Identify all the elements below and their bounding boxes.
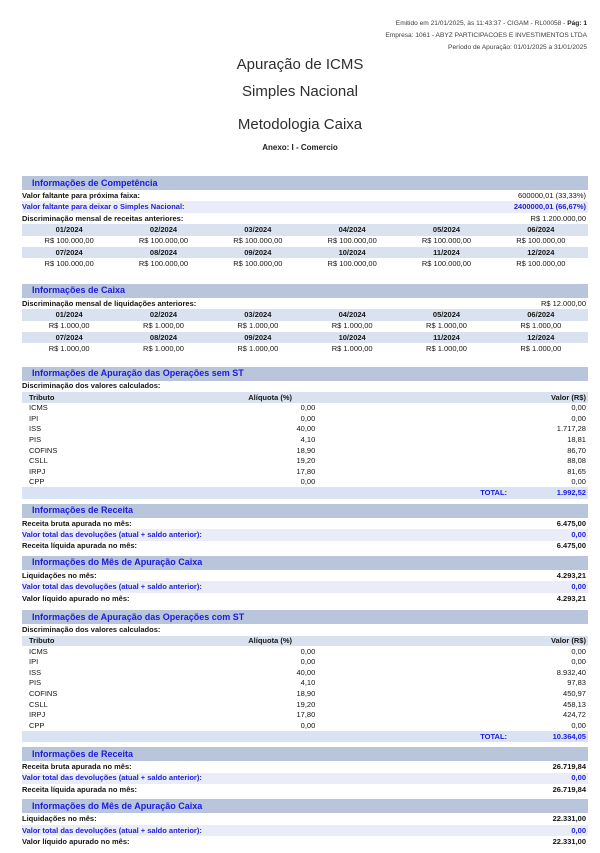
tribute-value: 0,00: [571, 720, 586, 730]
kv-value: 2400000,01 (66,67%): [513, 202, 586, 212]
page-number: Pág: 1: [567, 20, 587, 27]
month-value-cell: R$ 100.000,00: [138, 259, 189, 269]
tribute-row: [22, 710, 588, 721]
month-value-cell: R$ 100.000,00: [44, 236, 94, 246]
total-value: 10.364,05: [552, 731, 586, 741]
report-body: [22, 176, 588, 848]
month-header-cell: 11/2024: [433, 332, 460, 342]
tribute-name: ICMS: [29, 403, 48, 413]
tribute-row: [22, 434, 588, 445]
month-header-cell: 03/2024: [244, 309, 272, 319]
tribute-name: COFINS: [29, 689, 58, 699]
section-header-competencia: Informações de Competência: [22, 176, 588, 190]
month-value-cell: R$ 100.000,00: [44, 259, 94, 269]
section-header-mes-apuracao-com-st: Informações do Mês de Apuração Caixa: [22, 799, 588, 813]
kv-row: [22, 784, 588, 795]
month-value-cell: R$ 1.000,00: [426, 321, 467, 331]
tribute-rate: 4,10: [300, 678, 316, 688]
tribute-value: 0,00: [571, 477, 586, 487]
annex-label: Anexo: I - Comercio: [262, 143, 338, 152]
month-header-cell: 08/2024: [149, 332, 178, 342]
report-title-line-1: Apuração de ICMS: [236, 56, 364, 73]
mes-apuracao-com-st-kv-rows: [22, 813, 588, 847]
kv-label: Receita bruta apurada no mês:: [22, 518, 132, 528]
kv-label: Receita líquida apurada no mês:: [22, 784, 138, 794]
month-header-cell: 09/2024: [244, 247, 272, 257]
tribute-name: IRPJ: [29, 466, 46, 476]
section-header-caixa: Informações de Caixa: [22, 284, 588, 298]
tribute-name: CSLL: [29, 699, 48, 709]
month-value-cell: R$ 100.000,00: [233, 236, 283, 246]
kv-row: [22, 813, 588, 824]
month-value-cell: R$ 1.000,00: [48, 321, 90, 331]
period-line: Período de Apuração: 01/01/2025 a 31/01/2025: [448, 43, 587, 51]
month-value-row: [22, 343, 588, 354]
section-header-receita-sem-st: Informações de Receita: [22, 504, 588, 518]
tribute-value: 88,08: [567, 456, 586, 466]
section-header-sem-st: Informações de Apuração das Operações sem ST: [22, 367, 588, 381]
kv-label: Valor líquido apurado no mês:: [22, 837, 130, 847]
month-value-cell: R$ 100.000,00: [516, 236, 566, 246]
kv-label: Receita bruta apurada no mês:: [22, 762, 132, 772]
competencia-months-table: [22, 224, 588, 270]
tribute-rate: 19,20: [296, 456, 316, 466]
sem-st-total-row: [22, 487, 588, 498]
month-header-cell: 06/2024: [527, 309, 555, 319]
tribute-value: 458,13: [563, 699, 586, 709]
kv-row: [22, 570, 588, 581]
month-value-cell: R$ 1.000,00: [331, 344, 373, 354]
tribute-rate: 17,80: [296, 466, 316, 476]
kv-value: 0,00: [571, 773, 586, 783]
tribute-rate: 40,00: [296, 667, 316, 677]
tribute-name: ISS: [29, 667, 42, 677]
tribute-rate: 40,00: [296, 424, 316, 434]
col-header-tributo: Tributo: [29, 636, 55, 646]
section-header-com-st: Informações de Apuração das Operações com ST: [22, 610, 588, 624]
month-value-cell: R$ 1.000,00: [237, 321, 279, 331]
total-label: TOTAL:: [480, 488, 508, 498]
month-header-cell: 05/2024: [432, 224, 461, 234]
month-header-cell: 12/2024: [527, 247, 555, 257]
kv-row: [22, 825, 588, 836]
tribute-row: [22, 720, 588, 731]
tribute-row: [22, 646, 588, 657]
tribute-row: [22, 403, 588, 414]
tribute-rate: 17,80: [296, 710, 316, 720]
month-header-row: [22, 247, 588, 258]
month-value-cell: R$ 100.000,00: [421, 236, 472, 246]
kv-value: R$ 12.000,00: [540, 298, 586, 308]
col-header-tributo: Tributo: [29, 392, 55, 402]
tribute-rate: 19,20: [296, 699, 316, 709]
month-value-cell: R$ 1.000,00: [143, 344, 184, 354]
tribute-row: [22, 445, 588, 456]
report-titles: [0, 56, 600, 152]
month-value-cell: R$ 100.000,00: [327, 236, 377, 246]
report-meta: [385, 18, 587, 54]
month-header-cell: 05/2024: [432, 309, 461, 319]
month-header-row: [22, 309, 588, 320]
month-value-cell: R$ 100.000,00: [138, 236, 189, 246]
month-value-cell: R$ 1.000,00: [520, 344, 562, 354]
month-value-row: [22, 258, 588, 269]
report-title-line-3: Metodologia Caixa: [237, 116, 363, 133]
total-label: TOTAL:: [480, 731, 508, 741]
month-header-cell: 03/2024: [244, 224, 272, 234]
month-header-cell: 10/2024: [338, 247, 366, 257]
tribute-name: IPI: [29, 657, 39, 667]
tribute-name: CPP: [29, 720, 45, 730]
kv-value: 4.293,21: [556, 570, 586, 580]
caixa-months-table: [22, 309, 588, 355]
kv-label: Valor total das devoluções (atual + saldo anterior):: [22, 582, 202, 592]
tribute-value: 8.932,40: [556, 667, 586, 677]
tribute-value: 1.717,28: [556, 424, 586, 434]
tribute-value: 86,70: [567, 445, 586, 455]
kv-row: [22, 201, 588, 212]
kv-value: 22.331,00: [552, 814, 586, 824]
caixa-kv-rows: [22, 298, 588, 309]
kv-value: 6.475,00: [556, 518, 586, 528]
month-header-cell: 07/2024: [55, 332, 83, 342]
month-value-cell: R$ 1.000,00: [48, 344, 90, 354]
tribute-row: [22, 413, 588, 424]
tribute-row: [22, 466, 588, 477]
kv-row: [22, 529, 588, 540]
kv-row: [22, 541, 588, 552]
kv-row: [22, 761, 588, 772]
month-value-cell: R$ 100.000,00: [516, 259, 566, 269]
tribute-value: 18,81: [567, 434, 586, 444]
month-header-cell: 02/2024: [149, 309, 178, 319]
month-header-cell: 01/2024: [55, 309, 83, 319]
mes-apuracao-sem-st-kv-rows: [22, 570, 588, 604]
kv-label: Valor total das devoluções (atual + saldo anterior):: [22, 773, 202, 783]
sem-st-table-header: [22, 392, 588, 403]
tribute-name: CSLL: [29, 456, 48, 466]
total-value: 1.992,52: [556, 488, 586, 498]
kv-label: Valor total das devoluções (atual + saldo anterior):: [22, 530, 202, 539]
col-header-aliquota: Alíquota (%): [248, 392, 293, 402]
month-header-cell: 01/2024: [55, 224, 83, 234]
kv-label: Discriminação mensal de liquidações anteriores:: [22, 298, 197, 308]
tribute-rate: 0,00: [300, 646, 316, 656]
kv-row: [22, 836, 588, 847]
tribute-row: [22, 424, 588, 435]
kv-value: 600000,01 (33,33%): [518, 190, 586, 200]
kv-value: 26.719,84: [552, 762, 586, 772]
month-header-cell: 04/2024: [338, 309, 366, 319]
tribute-name: ISS: [29, 424, 42, 434]
tribute-rate: 0,00: [300, 403, 316, 413]
month-header-row: [22, 332, 588, 343]
kv-label: Receita líquida apurada no mês:: [22, 541, 138, 551]
kv-value: 4.293,21: [556, 593, 586, 603]
month-header-cell: 12/2024: [527, 332, 555, 342]
tribute-row: [22, 699, 588, 710]
tribute-value: 0,00: [571, 657, 586, 667]
month-header-cell: 06/2024: [527, 224, 555, 234]
competencia-kv-rows: [22, 190, 588, 224]
month-value-cell: R$ 1.000,00: [426, 344, 467, 354]
tribute-rate: 0,00: [300, 413, 316, 423]
tribute-row: [22, 678, 588, 689]
col-header-valor: Valor (R$): [550, 392, 586, 402]
tribute-value: 0,00: [571, 403, 586, 413]
kv-row: [22, 190, 588, 201]
kv-label: Valor líquido apurado no mês:: [22, 593, 130, 603]
tribute-value: 81,65: [567, 466, 586, 476]
tribute-value: 97,83: [567, 678, 586, 688]
kv-row: [22, 213, 588, 224]
tribute-name: IRPJ: [29, 710, 46, 720]
tribute-rate: 4,10: [300, 434, 316, 444]
tribute-name: COFINS: [29, 445, 58, 455]
kv-label: Liquidações no mês:: [22, 570, 97, 580]
kv-value: 26.719,84: [552, 784, 586, 794]
receita-sem-st-kv-rows: [22, 518, 588, 552]
company-line: Empresa: 1061 - ABYZ PARTICIPACOES E INVESTIMENTOS LTDA: [385, 31, 587, 39]
com-st-rows: [22, 646, 588, 731]
month-header-cell: 07/2024: [55, 247, 83, 257]
tribute-value: 424,72: [563, 710, 586, 720]
month-value-cell: R$ 100.000,00: [327, 259, 377, 269]
kv-value: 0,00: [571, 530, 586, 539]
com-st-total-row: [22, 731, 588, 742]
month-value-cell: R$ 1.000,00: [520, 321, 562, 331]
kv-row: [22, 518, 588, 529]
month-header-cell: 10/2024: [338, 332, 366, 342]
month-header-cell: 11/2024: [433, 247, 460, 257]
tribute-name: IPI: [29, 413, 39, 423]
month-value-cell: R$ 1.000,00: [331, 321, 373, 331]
col-header-aliquota: Alíquota (%): [248, 636, 293, 646]
col-header-valor: Valor (R$): [550, 636, 586, 646]
kv-label: Discriminação mensal de receitas anteriores:: [22, 213, 184, 223]
kv-label: Valor faltante para próxima faixa:: [22, 190, 140, 200]
kv-value: 22.331,00: [552, 837, 586, 847]
month-value-cell: R$ 1.000,00: [237, 344, 279, 354]
month-value-cell: R$ 1.000,00: [143, 321, 184, 331]
kv-label: Valor total das devoluções (atual + saldo anterior):: [22, 825, 202, 835]
month-value-cell: R$ 100.000,00: [421, 259, 472, 269]
tribute-row: [22, 667, 588, 678]
month-value-cell: R$ 100.000,00: [233, 259, 283, 269]
month-value-row: [22, 321, 588, 332]
kv-row: [22, 593, 588, 604]
month-value-row: [22, 236, 588, 247]
kv-value: R$ 1.200.000,00: [530, 213, 586, 223]
tribute-row: [22, 689, 588, 700]
sem-st-rows: [22, 403, 588, 488]
kv-value: 6.475,00: [556, 541, 586, 551]
tribute-row: [22, 657, 588, 668]
section-header-receita-com-st: Informações de Receita: [22, 747, 588, 761]
kv-label: Liquidações no mês:: [22, 814, 97, 824]
tribute-rate: 0,00: [300, 477, 316, 487]
tribute-row: [22, 477, 588, 488]
tribute-row: [22, 456, 588, 467]
month-header-cell: 04/2024: [338, 224, 366, 234]
com-st-subtitle: Discriminação dos valores calculados:: [22, 624, 161, 634]
report-title-line-2: Simples Nacional: [242, 83, 358, 100]
month-header-cell: 08/2024: [149, 247, 178, 257]
tribute-name: PIS: [29, 434, 42, 444]
month-header-row: [22, 224, 588, 235]
com-st-table-header: [22, 636, 588, 647]
tribute-rate: 0,00: [300, 657, 316, 667]
tribute-value: 0,00: [571, 646, 586, 656]
tribute-name: CPP: [29, 477, 45, 487]
kv-label: Valor faltante para deixar o Simples Nacional:: [22, 202, 185, 212]
sem-st-subtitle: Discriminação dos valores calculados:: [22, 381, 161, 391]
emitted-line: [385, 18, 587, 30]
emitted-text: Emitido em 21/01/2025, às 11:43:37 - CIGAM - RL00058 -: [395, 20, 568, 27]
tribute-name: PIS: [29, 678, 42, 688]
kv-row: [22, 581, 588, 592]
section-header-mes-apuracao-sem-st: Informações do Mês de Apuração Caixa: [22, 556, 588, 570]
tribute-value: 450,97: [563, 689, 586, 699]
month-header-cell: 02/2024: [149, 224, 178, 234]
tribute-name: ICMS: [29, 646, 48, 656]
kv-value: 0,00: [571, 825, 586, 835]
tribute-rate: 0,00: [300, 720, 316, 730]
tribute-rate: 18,90: [296, 689, 316, 699]
month-header-cell: 09/2024: [244, 332, 272, 342]
kv-row: [22, 298, 588, 309]
kv-value: 0,00: [571, 582, 586, 592]
kv-row: [22, 773, 588, 784]
tribute-rate: 18,90: [296, 445, 316, 455]
tribute-value: 0,00: [571, 413, 586, 423]
receita-com-st-kv-rows: [22, 761, 588, 795]
